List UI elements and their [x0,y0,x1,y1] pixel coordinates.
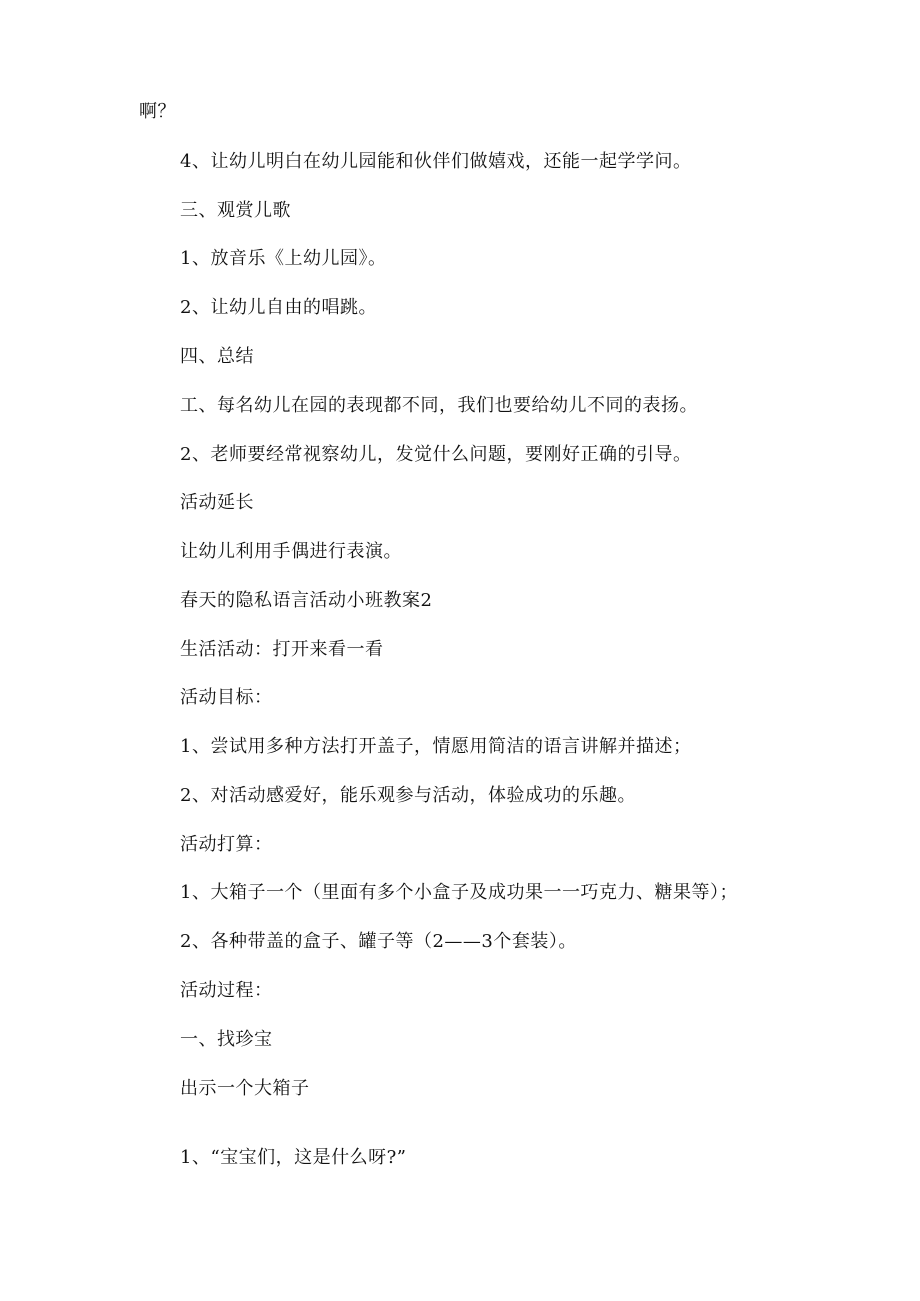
section-heading-3: 三、观赏儿歌 [180,200,291,221]
text-line-item-2: 2、让幼儿自由的唱跳。 [180,297,377,318]
section-heading-4: 四、总结 [180,346,254,367]
text-line-item-1: 1、放音乐《上幼儿园》。 [180,248,387,269]
subheading-extension: 活动延长 [180,492,254,513]
text-line-question: 1、“宝宝们，这是什么呀?” [180,1147,407,1168]
lesson-title: 春天的隐私语言活动小班教案2 [180,590,433,611]
text-line-item-2b: 2、老师要经常视察幼儿，发觉什么问题，要刚好正确的引导。 [180,444,692,465]
text-line-prep-1: 1、大箱子一个（里面有多个小盒子及成功果一一巧克力、糖果等）； [180,882,738,903]
text-line-continuation: 啊？ [139,101,176,122]
activity-name: 生活活动：打开来看一看 [180,639,384,660]
subheading-process: 活动过程： [180,980,273,1001]
text-line-show-box: 出示一个大箱子 [180,1078,310,1099]
subheading-goals: 活动目标： [180,687,273,708]
text-line-prep-2: 2、各种带盖的盒子、罐子等（2——3个套装）。 [180,931,577,952]
text-line-item-1b: 工、每名幼儿在园的表现都不同，我们也要给幼儿不同的表扬。 [180,395,698,416]
subheading-preparation: 活动打算： [180,834,273,855]
text-line-goal-2: 2、对活动感爱好，能乐观参与活动，体验成功的乐趣。 [180,785,636,806]
text-line-item-4: 4、让幼儿明白在幼儿园能和伙伴们做嬉戏，还能一起学学问。 [180,151,692,172]
text-line-extension: 让幼儿利用手偶进行表演。 [180,541,402,562]
section-heading-1: 一、找珍宝 [180,1029,273,1050]
text-line-goal-1: 1、尝试用多种方法打开盖子，情愿用简洁的语言讲解并描述； [180,736,692,757]
